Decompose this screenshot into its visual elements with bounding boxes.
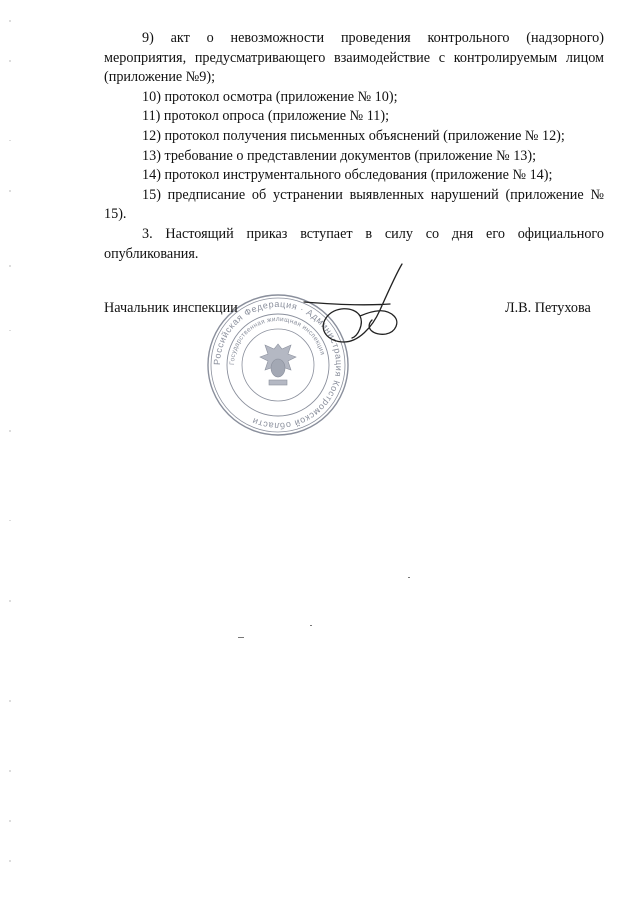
signatory-name: Л.В. Петухова — [505, 300, 591, 316]
list-item-12: 12) протокол получения письменных объяснений (приложение № 12); — [142, 127, 565, 144]
document-body — [104, 29, 604, 264]
scan-speck — [238, 637, 244, 638]
seal-outer-text: Российская Федерация · Администрация Костромской области — [211, 298, 345, 432]
list-item-9: 9) акт о невозможности проведения контрольного (надзорного) мероприятия, предусматривающего взаимодействие с контролируемым лицом (приложение №9); — [104, 30, 604, 86]
scan-speck — [408, 577, 410, 578]
scan-speck — [310, 625, 312, 626]
signatory-title: Начальник инспекции — [104, 300, 238, 316]
seal-inner-text: Государственная жилищная инспекция — [228, 315, 326, 366]
list-item-13: 13) требование о представлении документов (приложение № 13); — [142, 147, 537, 164]
scan-margin-marks — [8, 0, 14, 905]
list-item-14: 14) протокол инструментального обследования (приложение № 14); — [142, 167, 553, 184]
clause-3: 3. Настоящий приказ вступает в силу со дня его официального опубликования. — [104, 225, 604, 262]
coat-of-arms-emblem — [260, 344, 296, 385]
list-item-15: 15) предписание об устранении выявленных нарушений (приложение № 15). — [104, 186, 604, 223]
list-item-11: 11) протокол опроса (приложение № 11); — [142, 108, 390, 125]
handwritten-signature — [300, 258, 430, 358]
list-item-10: 10) протокол осмотра (приложение № 10); — [142, 88, 398, 105]
